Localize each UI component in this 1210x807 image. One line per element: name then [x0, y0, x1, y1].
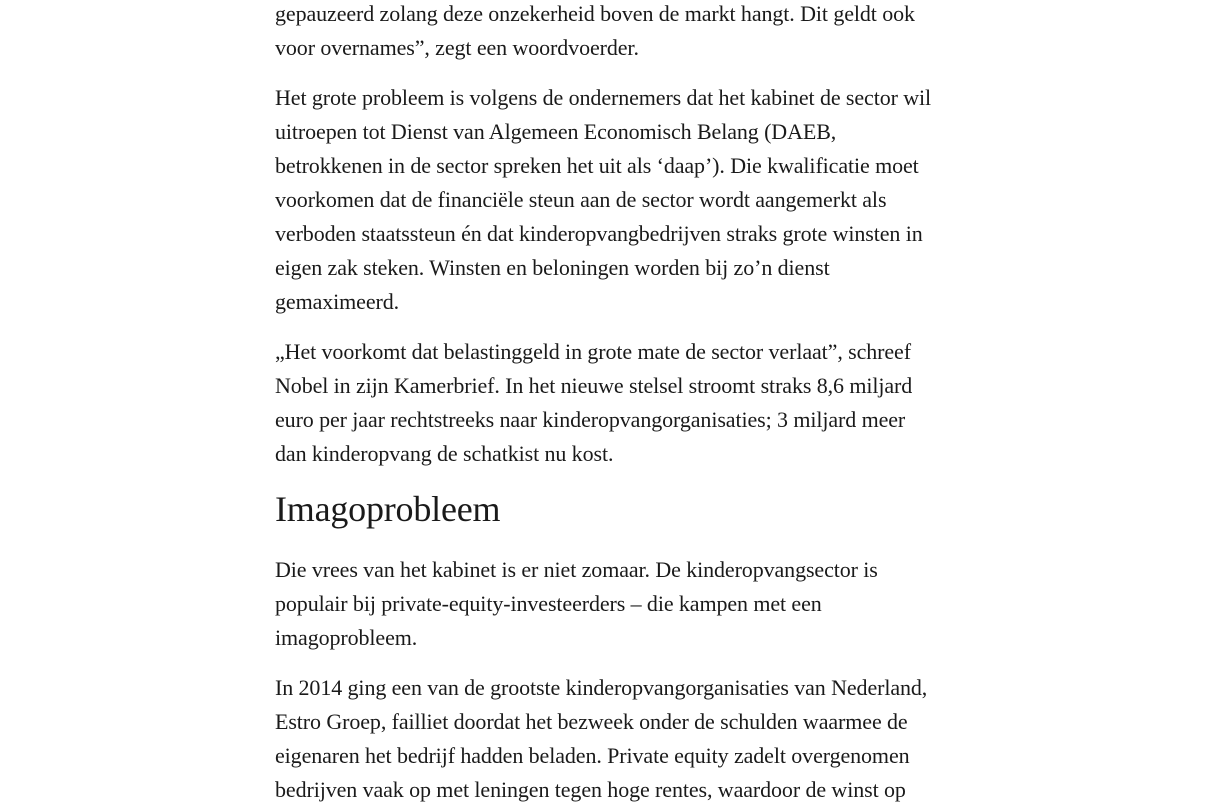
article-paragraph: Het grote probleem is volgens de ondernemers dat het kabinet de sector wil uitroepen tot Dienst van Algemeen Economisch Belang (DAEB, betrokkenen in de sector spreken het uit als ‘daap’). Die kwalificatie moet voorkomen dat de financiële steun aan de sector wordt aangemerkt als verboden staatssteun én dat kinderopvangbedrijven straks grote winsten in eigen zak steken. Winsten en beloningen worden bij zo’n dienst gemaximeerd. — [275, 85, 932, 314]
article-paragraph: gepauzeerd zolang deze onzekerheid boven de markt hangt. Dit geldt ook voor overnames”, zegt een woordvoerder. — [275, 1, 915, 60]
section-heading: Imagoprobleem — [275, 489, 501, 529]
article-paragraph: Die vrees van het kabinet is er niet zomaar. De kinderopvangsector is populair bij private-equity-investeerders – die kampen met een imagoprobleem. — [275, 557, 878, 650]
article-paragraph: In 2014 ging een van de grootste kinderopvangorganisaties van Nederland, Estro Groep, failliet doordat het bezweek onder de schulden waarmee de eigenaren het bedrijf hadden beladen. Private equity zadelt overgenomen bedrijven vaak op met leningen tegen hoge rentes, waardoor de winst op — [275, 675, 928, 802]
article-paragraph: „Het voorkomt dat belastinggeld in grote mate de sector verlaat”, schreef Nobel in zijn Kamerbrief. In het nieuwe stelsel stroomt straks 8,6 miljard euro per jaar rechtstreeks naar kinderopvangorganisaties; 3 miljard meer dan kinderopvang de schatkist nu kost. — [275, 339, 913, 466]
article-body — [275, 0, 935, 807]
